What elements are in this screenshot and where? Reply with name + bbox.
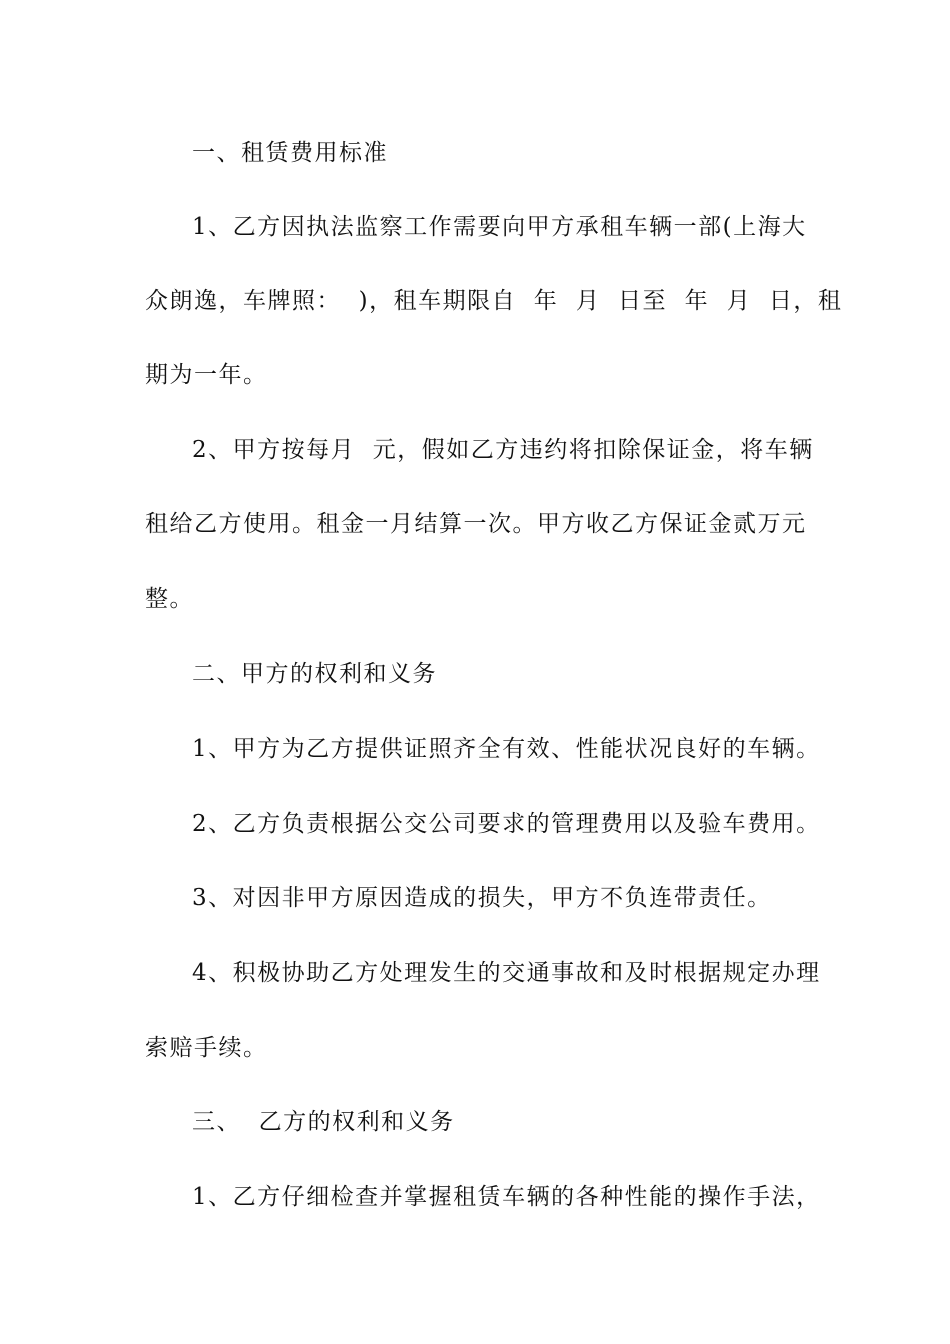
- paragraph-line: 1、乙方仔细检查并掌握租赁车辆的各种性能的操作手法，: [192, 1184, 821, 1210]
- paragraph-line: 1、乙方因执法监察工作需要向甲方承租车辆一部(上海大: [192, 214, 807, 240]
- section-heading-3: 三、 乙方的权利和义务: [192, 1109, 455, 1135]
- paragraph-line: 期为一年。: [145, 362, 268, 388]
- paragraph-line: 租给乙方使用。租金一月结算一次。甲方收乙方保证金贰万元: [145, 511, 807, 537]
- paragraph-line: 2、甲方按每月 元，假如乙方违约将扣除保证金，将车辆: [192, 437, 814, 463]
- paragraph-line: 1、甲方为乙方提供证照齐全有效、性能状况良好的车辆。: [192, 736, 821, 762]
- paragraph-line: 索赔手续。: [145, 1035, 268, 1061]
- paragraph-line: 整。: [145, 586, 194, 612]
- paragraph-line: 3、对因非甲方原因造成的损失，甲方不负连带责任。: [192, 885, 772, 911]
- paragraph-line: 4、积极协助乙方处理发生的交通事故和及时根据规定办理: [192, 960, 821, 986]
- paragraph-line: 众朗逸，车牌照： )，租车期限自 年 月 日至 年 月 日，租: [145, 288, 843, 314]
- section-heading-1: 一、租赁费用标准: [192, 140, 388, 166]
- section-heading-2: 二、甲方的权利和义务: [192, 661, 437, 687]
- paragraph-line: 2、乙方负责根据公交公司要求的管理费用以及验车费用。: [192, 811, 821, 837]
